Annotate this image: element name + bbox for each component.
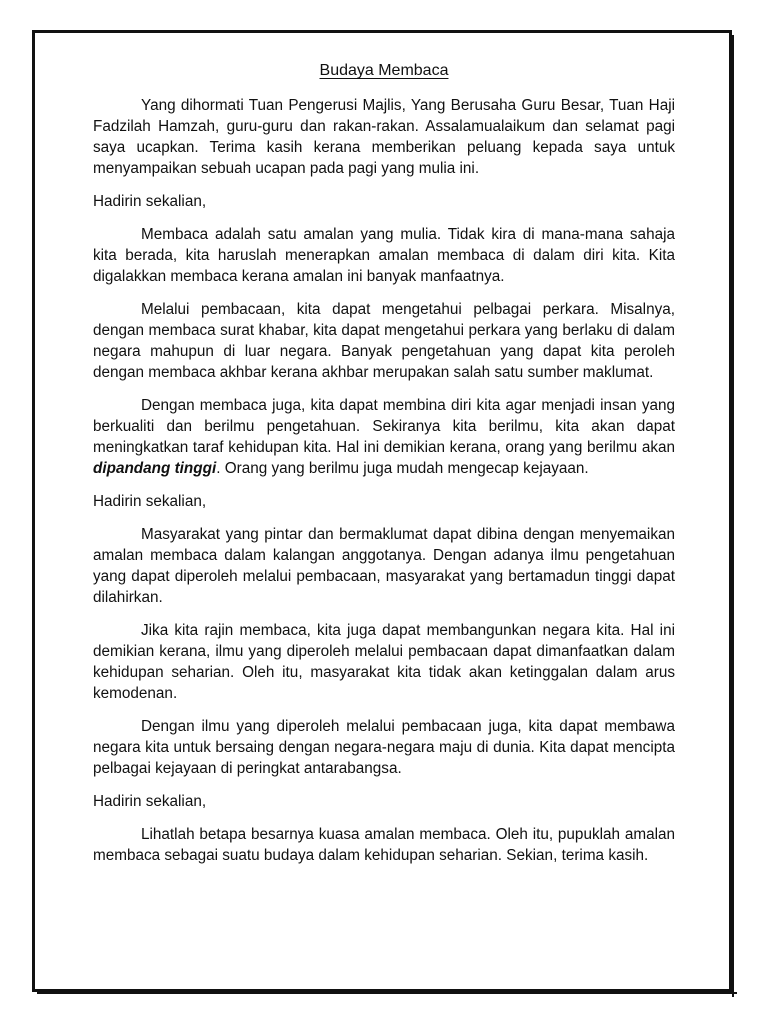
paragraph-closing: Lihatlah betapa besarnya kuasa amalan membaca. Oleh itu, pupuklah amalan membaca sebagai suatu budaya dalam kehidupan seharian. Sekian, terima kasih. <box>93 826 675 864</box>
page-title: Budaya Membaca <box>319 62 449 79</box>
salutation: Hadirin sekalian, <box>93 793 207 810</box>
paragraph-society: Masyarakat yang pintar dan bermaklumat dapat dibina dengan menyemaikan amalan membaca dalam kalangan anggotanya. Dengan adanya ilmu pengetahuan yang dapat diperoleh melalui pembacaan, masyarakat yang bertamadun tinggi dapat dilahirkan. <box>93 526 675 606</box>
emphasis-text: dipandang tinggi <box>93 460 217 477</box>
paragraph-self-development <box>93 395 675 479</box>
paragraph-global: Dengan ilmu yang diperoleh melalui pembacaan juga, kita dapat membawa negara kita untuk bersaing dengan negara-negara maju di dunia. Kita dapat mencipta pelbagai kejayaan di peringkat antarabangsa. <box>93 718 675 777</box>
paragraph-intro: Membaca adalah satu amalan yang mulia. Tidak kira di mana-mana sahaja kita berada, kita haruslah menerapkan amalan membaca di dalam diri kita. Kita digalakkan membaca kerana amalan ini banyak manfaatnya. <box>93 226 675 285</box>
salutation: Hadirin sekalian, <box>93 193 207 210</box>
paragraph-greeting: Yang dihormati Tuan Pengerusi Majlis, Yang Berusaha Guru Besar, Tuan Haji Fadzilah Hamzah, guru-guru dan rakan-rakan. Assalamualaikum dan selamat pagi saya ucapkan. Terima kasih kerana memberikan peluang kepada saya untuk menyampaikan sebuah ucapan pada pagi yang mulia ini. <box>93 97 675 177</box>
paragraph-text: . Orang yang berilmu juga mudah mengecap kejayaan. <box>216 460 589 477</box>
paragraph-text: Dengan membaca juga, kita dapat membina diri kita agar menjadi insan yang berkualiti dan berilmu pengetahuan. Sekiranya kita berilmu, kita akan dapat meningkatkan taraf kehidupan kita. Hal ini demikian kerana, orang yang berilmu akan <box>93 397 675 456</box>
paragraph-knowledge: Melalui pembacaan, kita dapat mengetahui pelbagai perkara. Misalnya, dengan membaca surat khabar, kita dapat mengetahui perkara yang berlaku di dalam negara mahupun di luar negara. Banyak pengetahuan yang dapat kita peroleh dengan membaca akhbar kerana akhbar merupakan salah satu sumber maklumat. <box>93 301 675 381</box>
salutation: Hadirin sekalian, <box>93 493 207 510</box>
document-body <box>93 62 675 878</box>
paragraph-nation: Jika kita rajin membaca, kita juga dapat membangunkan negara kita. Hal ini demikian kerana, ilmu yang diperoleh melalui pembacaan dapat dimanfaatkan dalam kehidupan seharian. Oleh itu, masyarakat kita tidak akan ketinggalan dalam arus kemodenan. <box>93 622 675 702</box>
